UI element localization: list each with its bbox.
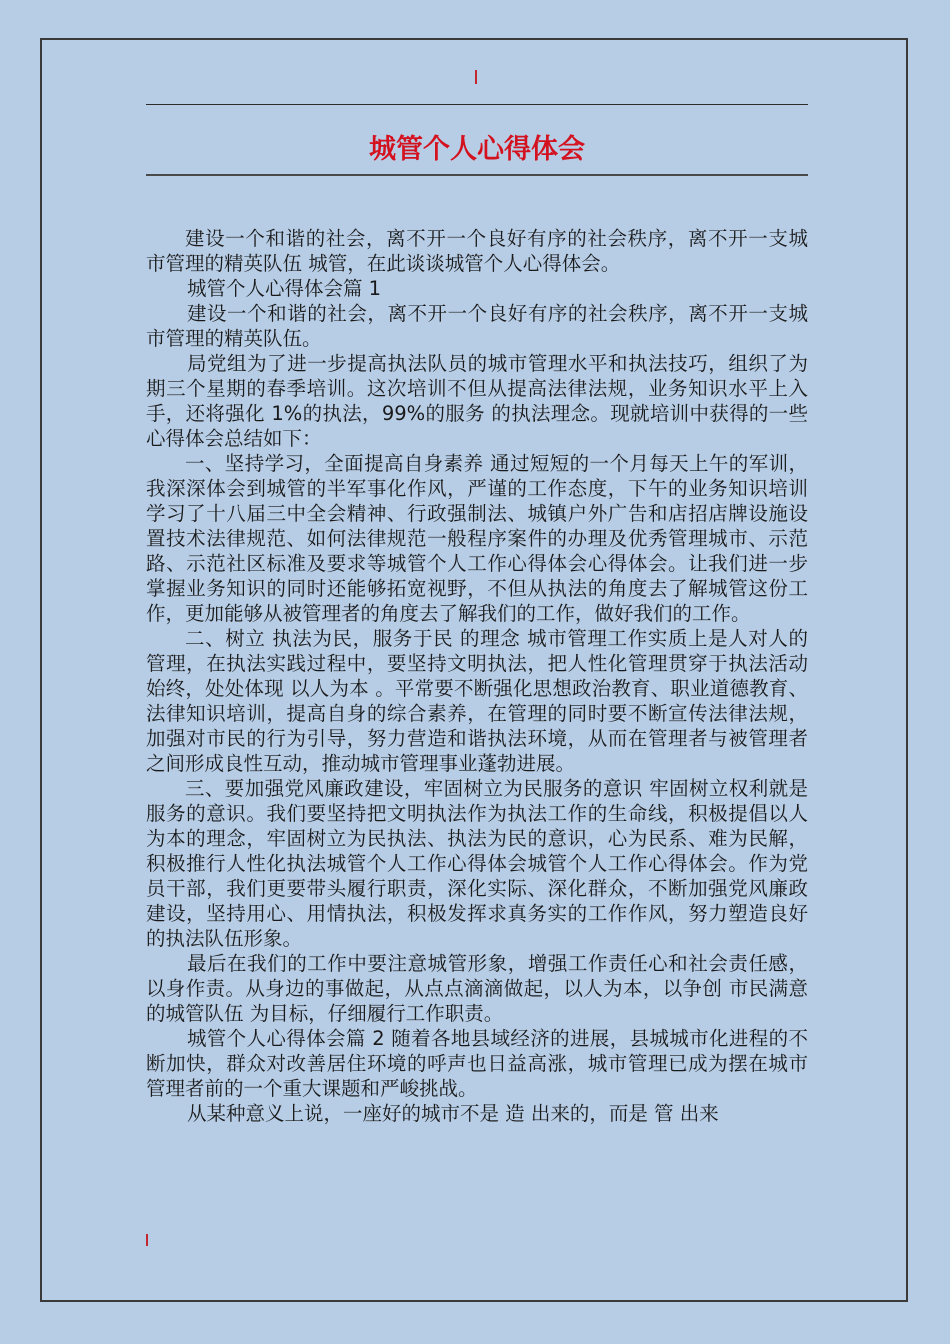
paragraph: 二、树立 执法为民，服务于民 的理念 城市管理工作实质上是人对人的管理，在执法实践过程中，要坚持文明执法，把人性化管理贯穿于执法活动始终，处处体现 以人为本 。平常要不断强化思想政治教育、职业道德教育、法律知识培训，提高自身的综合素养，在管理的同时要不断宣传法律法规，加强对市民的行为引导，努力营造和谐执法环境，从而在管理者与被管理者之间形成良性互动，推动城市管理事业蓬勃进展。 bbox=[146, 627, 808, 775]
footer-cursor-mark bbox=[146, 1234, 148, 1246]
paragraph: 三、要加强党风廉政建设，牢固树立为民服务的意识 牢固树立权利就是服务的意识。我们要坚持把文明执法作为执法工作的生命线，积极提倡以人为本的理念，牢固树立为民执法、执法为民的意识，心为民系、难为民解，积极推行人性化执法城管个人工作心得体会城管个人工作心得体会。作为党员干部，我们更要带头履行职责，深化实际、深化群众，不断加强党风廉政建设，坚持用心、用情执法，积极发挥求真务实的工作作风，努力塑造良好的执法队伍形象。 bbox=[146, 777, 808, 950]
header-rule bbox=[146, 104, 808, 105]
paragraph: 从某种意义上说，一座好的城市不是 造 出来的，而是 管 出来 bbox=[186, 1102, 719, 1125]
document-body bbox=[146, 226, 808, 1126]
section-heading-2: 城管个人心得体会篇 2 随着各地县域经济的进展，县城城市化进程的不断加快，群众对改善居住环境的呼声也日益高涨，城市管理已成为摆在城市管理者前的一个重大课题和严峻挑战。 bbox=[146, 1027, 808, 1100]
paragraph: 建设一个和谐的社会，离不开一个良好有序的社会秩序，离不开一支城市管理的精英队伍。 bbox=[146, 302, 808, 350]
document-title: 城管个人心得体会 bbox=[369, 134, 585, 165]
title-rule bbox=[146, 174, 808, 176]
header-cursor-mark bbox=[475, 70, 477, 84]
paragraph-intro: 建设一个和谐的社会，离不开一个良好有序的社会秩序，离不开一支城市管理的精英队伍 城管，在此谈谈城管个人心得体会。 bbox=[146, 227, 808, 275]
paragraph: 最后在我们的工作中要注意城管形象，增强工作责任心和社会责任感，以身作责。从身边的事做起，从点点滴滴做起，以人为本，以争创 市民满意的城管队伍 为目标，仔细履行工作职责。 bbox=[146, 952, 808, 1025]
paragraph: 局党组为了进一步提高执法队员的城市管理水平和执法技巧，组织了为期三个星期的春季培训。这次培训不但从提高法律法规，业务知识水平上入手，还将强化 1%的执法，99%的服务 的执法理念。现就培训中获得的一些心得体会总结如下： bbox=[146, 352, 808, 450]
section-heading-1: 城管个人心得体会篇 1 bbox=[186, 277, 382, 300]
paragraph: 一、坚持学习，全面提高自身素养 通过短短的一个月每天上午的军训，我深深体会到城管的半军事化作风，严谨的工作态度，下午的业务知识培训学习了十八届三中全会精神、行政强制法、城镇户外广告和店招店牌设施设置技术法律规范、如何法律规范一般程序案件的办理及优秀管理城市、示范路、示范社区标准及要求等城管个人工作心得体会心得体会。让我们进一步掌握业务知识的同时还能够拓宽视野，不但从执法的角度去了解城管这份工作，更加能够从被管理者的角度去了解我们的工作，做好我们的工作。 bbox=[146, 452, 808, 625]
page-frame bbox=[40, 38, 908, 1302]
